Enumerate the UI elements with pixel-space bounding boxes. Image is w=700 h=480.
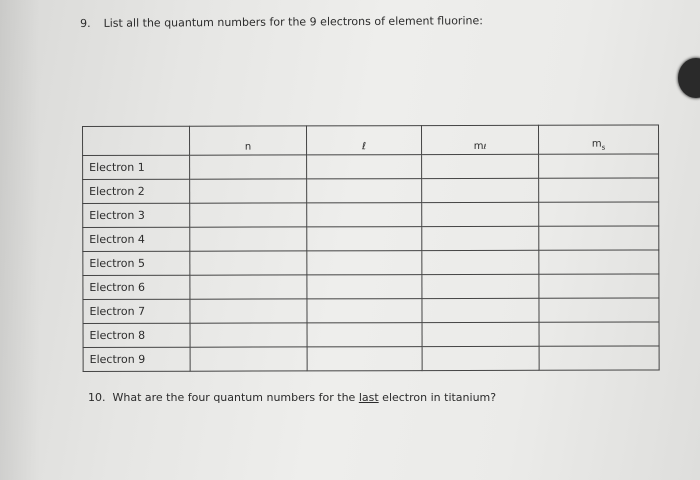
table-row bbox=[83, 178, 659, 204]
answer-cell-l[interactable] bbox=[307, 227, 422, 251]
answer-cell-ml[interactable] bbox=[422, 154, 539, 178]
answer-cell-l[interactable] bbox=[307, 251, 422, 275]
binder-hole bbox=[678, 58, 700, 98]
answer-cell-ml[interactable] bbox=[422, 178, 539, 202]
answer-cell-l[interactable] bbox=[307, 179, 422, 203]
answer-cell-l[interactable] bbox=[307, 323, 422, 347]
electron-label: Electron 9 bbox=[83, 347, 190, 371]
electron-label: Electron 6 bbox=[83, 275, 190, 299]
question-10-text-before: What are the four quantum numbers for the bbox=[112, 391, 356, 404]
header-ms: $m_s$ bbox=[538, 125, 658, 154]
question-10-text-after: electron in titanium? bbox=[382, 391, 497, 404]
answer-cell-ml[interactable] bbox=[422, 250, 539, 274]
answer-cell-n[interactable] bbox=[190, 323, 307, 347]
question-9 bbox=[80, 14, 483, 30]
answer-cell-l[interactable] bbox=[307, 203, 422, 227]
answer-cell-ms[interactable] bbox=[539, 154, 659, 178]
answer-cell-l[interactable] bbox=[307, 347, 422, 371]
answer-cell-ml[interactable] bbox=[422, 274, 539, 298]
quantum-numbers-table bbox=[82, 124, 660, 372]
answer-cell-n[interactable] bbox=[190, 347, 307, 371]
answer-cell-n[interactable] bbox=[190, 251, 307, 275]
answer-cell-n[interactable] bbox=[190, 299, 307, 323]
table-row bbox=[83, 226, 659, 252]
answer-cell-n[interactable] bbox=[190, 227, 307, 251]
table-row bbox=[83, 154, 659, 180]
question-10 bbox=[88, 391, 496, 404]
answer-cell-n[interactable] bbox=[190, 179, 307, 203]
question-10-number: 10. bbox=[88, 391, 106, 404]
electron-label: Electron 7 bbox=[83, 299, 190, 323]
electron-label: Electron 8 bbox=[83, 323, 190, 347]
electron-label: Electron 5 bbox=[83, 251, 190, 275]
answer-cell-n[interactable] bbox=[190, 203, 307, 227]
answer-cell-ml[interactable] bbox=[422, 202, 539, 226]
electron-label: Electron 1 bbox=[83, 155, 190, 179]
table-row bbox=[83, 250, 659, 276]
answer-cell-n[interactable] bbox=[190, 155, 307, 179]
answer-cell-l[interactable] bbox=[307, 299, 422, 323]
answer-cell-ms[interactable] bbox=[539, 250, 659, 274]
answer-cell-ms[interactable] bbox=[539, 178, 659, 202]
quantum-numbers-table-wrapper bbox=[82, 124, 665, 372]
answer-cell-ml[interactable] bbox=[422, 298, 539, 322]
answer-cell-l[interactable] bbox=[307, 275, 422, 299]
table-row bbox=[83, 274, 659, 300]
table-row bbox=[83, 322, 659, 348]
table-header-row bbox=[83, 125, 659, 156]
answer-cell-l[interactable] bbox=[307, 155, 422, 179]
answer-cell-n[interactable] bbox=[190, 275, 307, 299]
answer-cell-ms[interactable] bbox=[539, 346, 659, 370]
page-shadow bbox=[0, 0, 40, 480]
answer-cell-ml[interactable] bbox=[422, 346, 539, 370]
electron-label: Electron 2 bbox=[83, 179, 190, 203]
answer-cell-ms[interactable] bbox=[539, 274, 659, 298]
answer-cell-ms[interactable] bbox=[539, 202, 659, 226]
electron-label: Electron 4 bbox=[83, 227, 190, 251]
table-row bbox=[83, 202, 659, 228]
question-9-number: 9. bbox=[80, 16, 91, 30]
header-ml: mℓ bbox=[422, 125, 539, 154]
table-row bbox=[83, 298, 659, 324]
answer-cell-ms[interactable] bbox=[539, 322, 659, 346]
answer-cell-ms[interactable] bbox=[539, 226, 659, 250]
answer-cell-ml[interactable] bbox=[422, 322, 539, 346]
question-10-underlined: last bbox=[358, 391, 379, 404]
header-empty bbox=[83, 126, 190, 155]
table-row bbox=[83, 346, 659, 372]
header-n: n bbox=[190, 126, 307, 155]
header-l: ℓ bbox=[307, 126, 422, 155]
answer-cell-ml[interactable] bbox=[422, 226, 539, 250]
question-9-text: List all the quantum numbers for the 9 electrons of element fluorine: bbox=[103, 14, 483, 30]
electron-label: Electron 3 bbox=[83, 203, 190, 227]
answer-cell-ms[interactable] bbox=[539, 298, 659, 322]
